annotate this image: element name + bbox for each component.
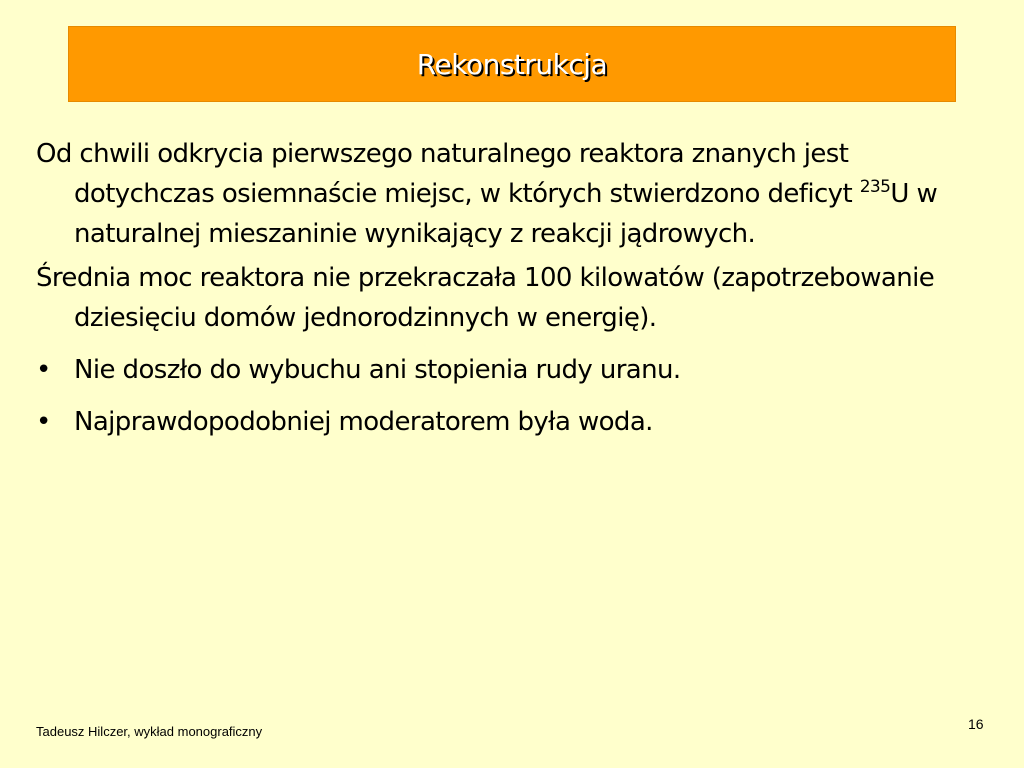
paragraph-natural-reactor	[36, 134, 986, 254]
paragraph-reactor-power: Średnia moc reaktora nie przekraczała 100 kilowatów (zapotrzebowanie dziesięciu domów jednorodzinnych w energię).	[36, 263, 935, 333]
isotope-superscript: 235	[859, 177, 891, 197]
bullet-text: Nie doszło do wybuchu ani stopienia rudy uranu.	[74, 355, 681, 385]
list-item	[36, 350, 986, 390]
page-number: 16	[968, 716, 984, 732]
list-item	[36, 402, 986, 442]
paragraph-text-before: Od chwili odkrycia pierwszego naturalnego reaktora znanych jest dotychczas osiemnaście miejsc, w których stwierdzono deficyt	[36, 139, 860, 209]
title-bar	[68, 26, 956, 102]
bullet-icon: •	[36, 355, 51, 385]
footer-author: Tadeusz Hilczer, wykład monograficzny	[36, 724, 263, 739]
paragraph-text-after: U w naturalnej mieszaninie wynikający z reakcji jądrowych.	[74, 179, 938, 249]
slide-title: Rekonstrukcja	[416, 47, 608, 81]
slide-content	[36, 134, 986, 454]
bullet-text: Najprawdopodobniej moderatorem była woda.	[74, 407, 653, 437]
bullet-icon: •	[36, 407, 51, 437]
